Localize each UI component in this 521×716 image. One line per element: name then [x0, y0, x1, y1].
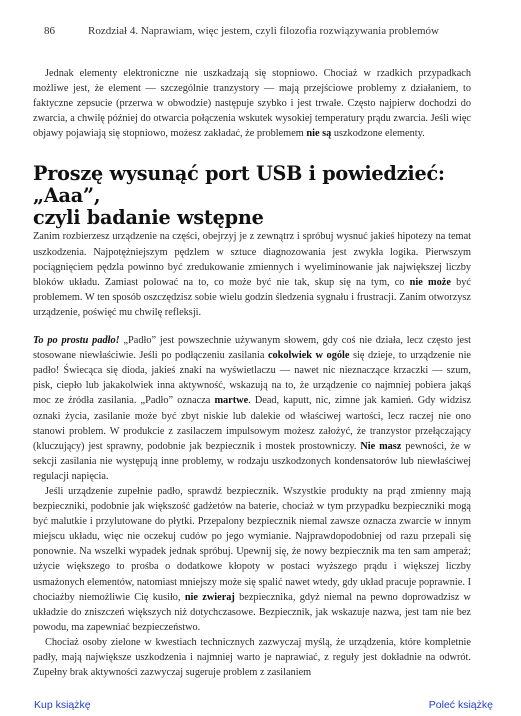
section-heading-line2: czyli badanie wstępne — [33, 206, 264, 230]
chapter-title: Rozdział 4. Naprawiam, więc jestem, czyli filozofia rozwiązywania problemów — [88, 25, 439, 37]
text-run: uszkodzone elementy. — [331, 128, 425, 140]
bold-run: Nie masz — [360, 440, 402, 452]
run-in-heading: To po prostu padło! — [33, 335, 120, 347]
bold-run: nie może — [409, 276, 451, 288]
text-run: „Padło” jest powszechnie używanym słowem, gdy coś nie działa, lecz często jest stosowane niewłaściwie. Jeśli po podłączeniu zasilania — [33, 335, 471, 362]
text-run: . Dead, kaputt, nic, zimne jak kamień. Gdy widzisz oznaki życia, zasilanie może być zbyt niskie lub dalekie od właściwej wartości, lecz raczej nie ono stanowi problem. W produkcie z zasilaczem impulsowym możesz założyć, że tranzystor przełączający (kluczujący) jest sprawny, podobnie jak bezpiecznik i mostek prostowniczy. — [33, 395, 471, 452]
section-heading-line1: Proszę wysunąć port USB i powiedzieć: „Aaa”, — [33, 162, 445, 208]
paragraph-dead-device — [33, 333, 471, 484]
text-run: pewności, że w sekcji zasilania nie występują inne problemy, w rodzaju uszkodzonych kondensatorów lub niewłaściwej regulacji napięcia. — [33, 440, 471, 482]
paragraph-initial-exam — [33, 229, 471, 320]
page-content — [33, 66, 471, 680]
page-number: 86 — [44, 25, 55, 37]
text-run: Zanim rozbierzesz urządzenie na części, obejrzyj je z zewnątrz i spróbuj wysnuć jakieś hipotezy na temat uszkodzenia. Najpotężniejszym pędzlem w sztuce diagnozowania jest zwykła logika. Pierwszym pociągnięciem pędzla powinno być zredukowanie zmiennych i wyeliminowanie jak największej liczby bloków układu. Zamiast polować na to, co może być nie tak, skup się na tym, co — [33, 231, 471, 288]
paragraph-intro — [33, 66, 471, 141]
paragraph-closing — [33, 635, 471, 680]
text-run: Chociaż osoby zielone w kwestiach technicznych zazwyczaj myślą, że urządzenia, które kompletnie padły, mają największe uszkodzenia i najmniej warto je naprawiać, z reguły jest dokładnie na odwrót. Zupełny brak aktywności zazwyczaj sugeruje problem z zasilaniem — [33, 636, 471, 679]
text-run: Jeśli urządzenie zupełnie padło, sprawdź bezpiecznik. Wszystkie produkty na prąd zmienny mają bezpieczniki, podobnie jak większość gadżetów na baterie, chociaż w tym przypadku bezpieczniki mogą być malutkie i przylutowane do płytki. Przepalony bezpiecznik niemal zawsze oznacza zwarcie w innym miejscu układu, więc nie oczekuj cudów po jego wymianie. Najprawdopodobniej od razu przepali się ponownie. Na wszelki wypadek jednak spróbuj. Upewnij się, że nowy bezpiecznik ma ten sam amperaż; użycie większego to prośba o dodatkowe kłopoty w postaci wyższego prądu i większej liczby usmażonych elementów, natomiast mniejszy może się spalić nawet wtedy, gdy układ pracuje poprawnie. I chociażby niemożliwie Cię kusiło, — [33, 485, 471, 603]
section-heading — [33, 163, 471, 229]
bold-run: nie są — [306, 128, 332, 140]
text-run: być problemem. W ten sposób oszczędzisz sobie wielu godzin śledzenia sygnału i frustracji. Zanim otworzysz urządzenie, poświęć mu chwilę refleksji. — [33, 276, 471, 318]
text-run: się dzieje, to urządzenie nie padło! Świecąca się dioda, jakieś znaki na wyświetlaczu — nawet nic nieznaczące krzaczki — szum, pisk, ciepło lub jakakolwiek inna aktywność, wskazują na to, że urządzenie co najmniej pobiera jakąś moc ze źródła zasilania. „Padło” oznacza — [33, 350, 471, 407]
recommend-book-link[interactable]: Poleć książkę — [428, 699, 493, 711]
bold-run: martwe — [214, 395, 249, 407]
buy-book-link[interactable]: Kup książkę — [34, 699, 91, 711]
paragraph-fuse — [33, 484, 471, 635]
bold-run: nie zwieraj — [184, 591, 235, 603]
bold-run: cokolwiek w ogóle — [267, 350, 350, 362]
running-header — [44, 24, 484, 38]
text-run: bezpiecznika, gdyż niemal na pewno doprowadzisz w układzie do zniszczeń większych niż dotychczasowe. Bezpiecznik, jak wskazuje nazwa, jest tam nie bez powodu, ma zapewniać bezpieczeństwo. — [33, 591, 471, 633]
text-run: Jednak elementy elektroniczne nie uszkadzają się stopniowo. Chociaż w rzadkich przypadkach możliwe jest, że element — szczególnie tranzystory — mają przejściowe problemy z działaniem, to faktyczne zepsucie (przerwa w obwodzie) następuje szybko i jest trwałe. Często najpierw dochodzi do zwarcia, a chwilę później do otwarcia połączenia wskutek wysokiej temperatury prądu zwarcia. Jeśli więc objawy pojawiają się stopniowo, możesz zakładać, że problemem — [33, 68, 471, 140]
paragraph-gap — [33, 320, 471, 333]
